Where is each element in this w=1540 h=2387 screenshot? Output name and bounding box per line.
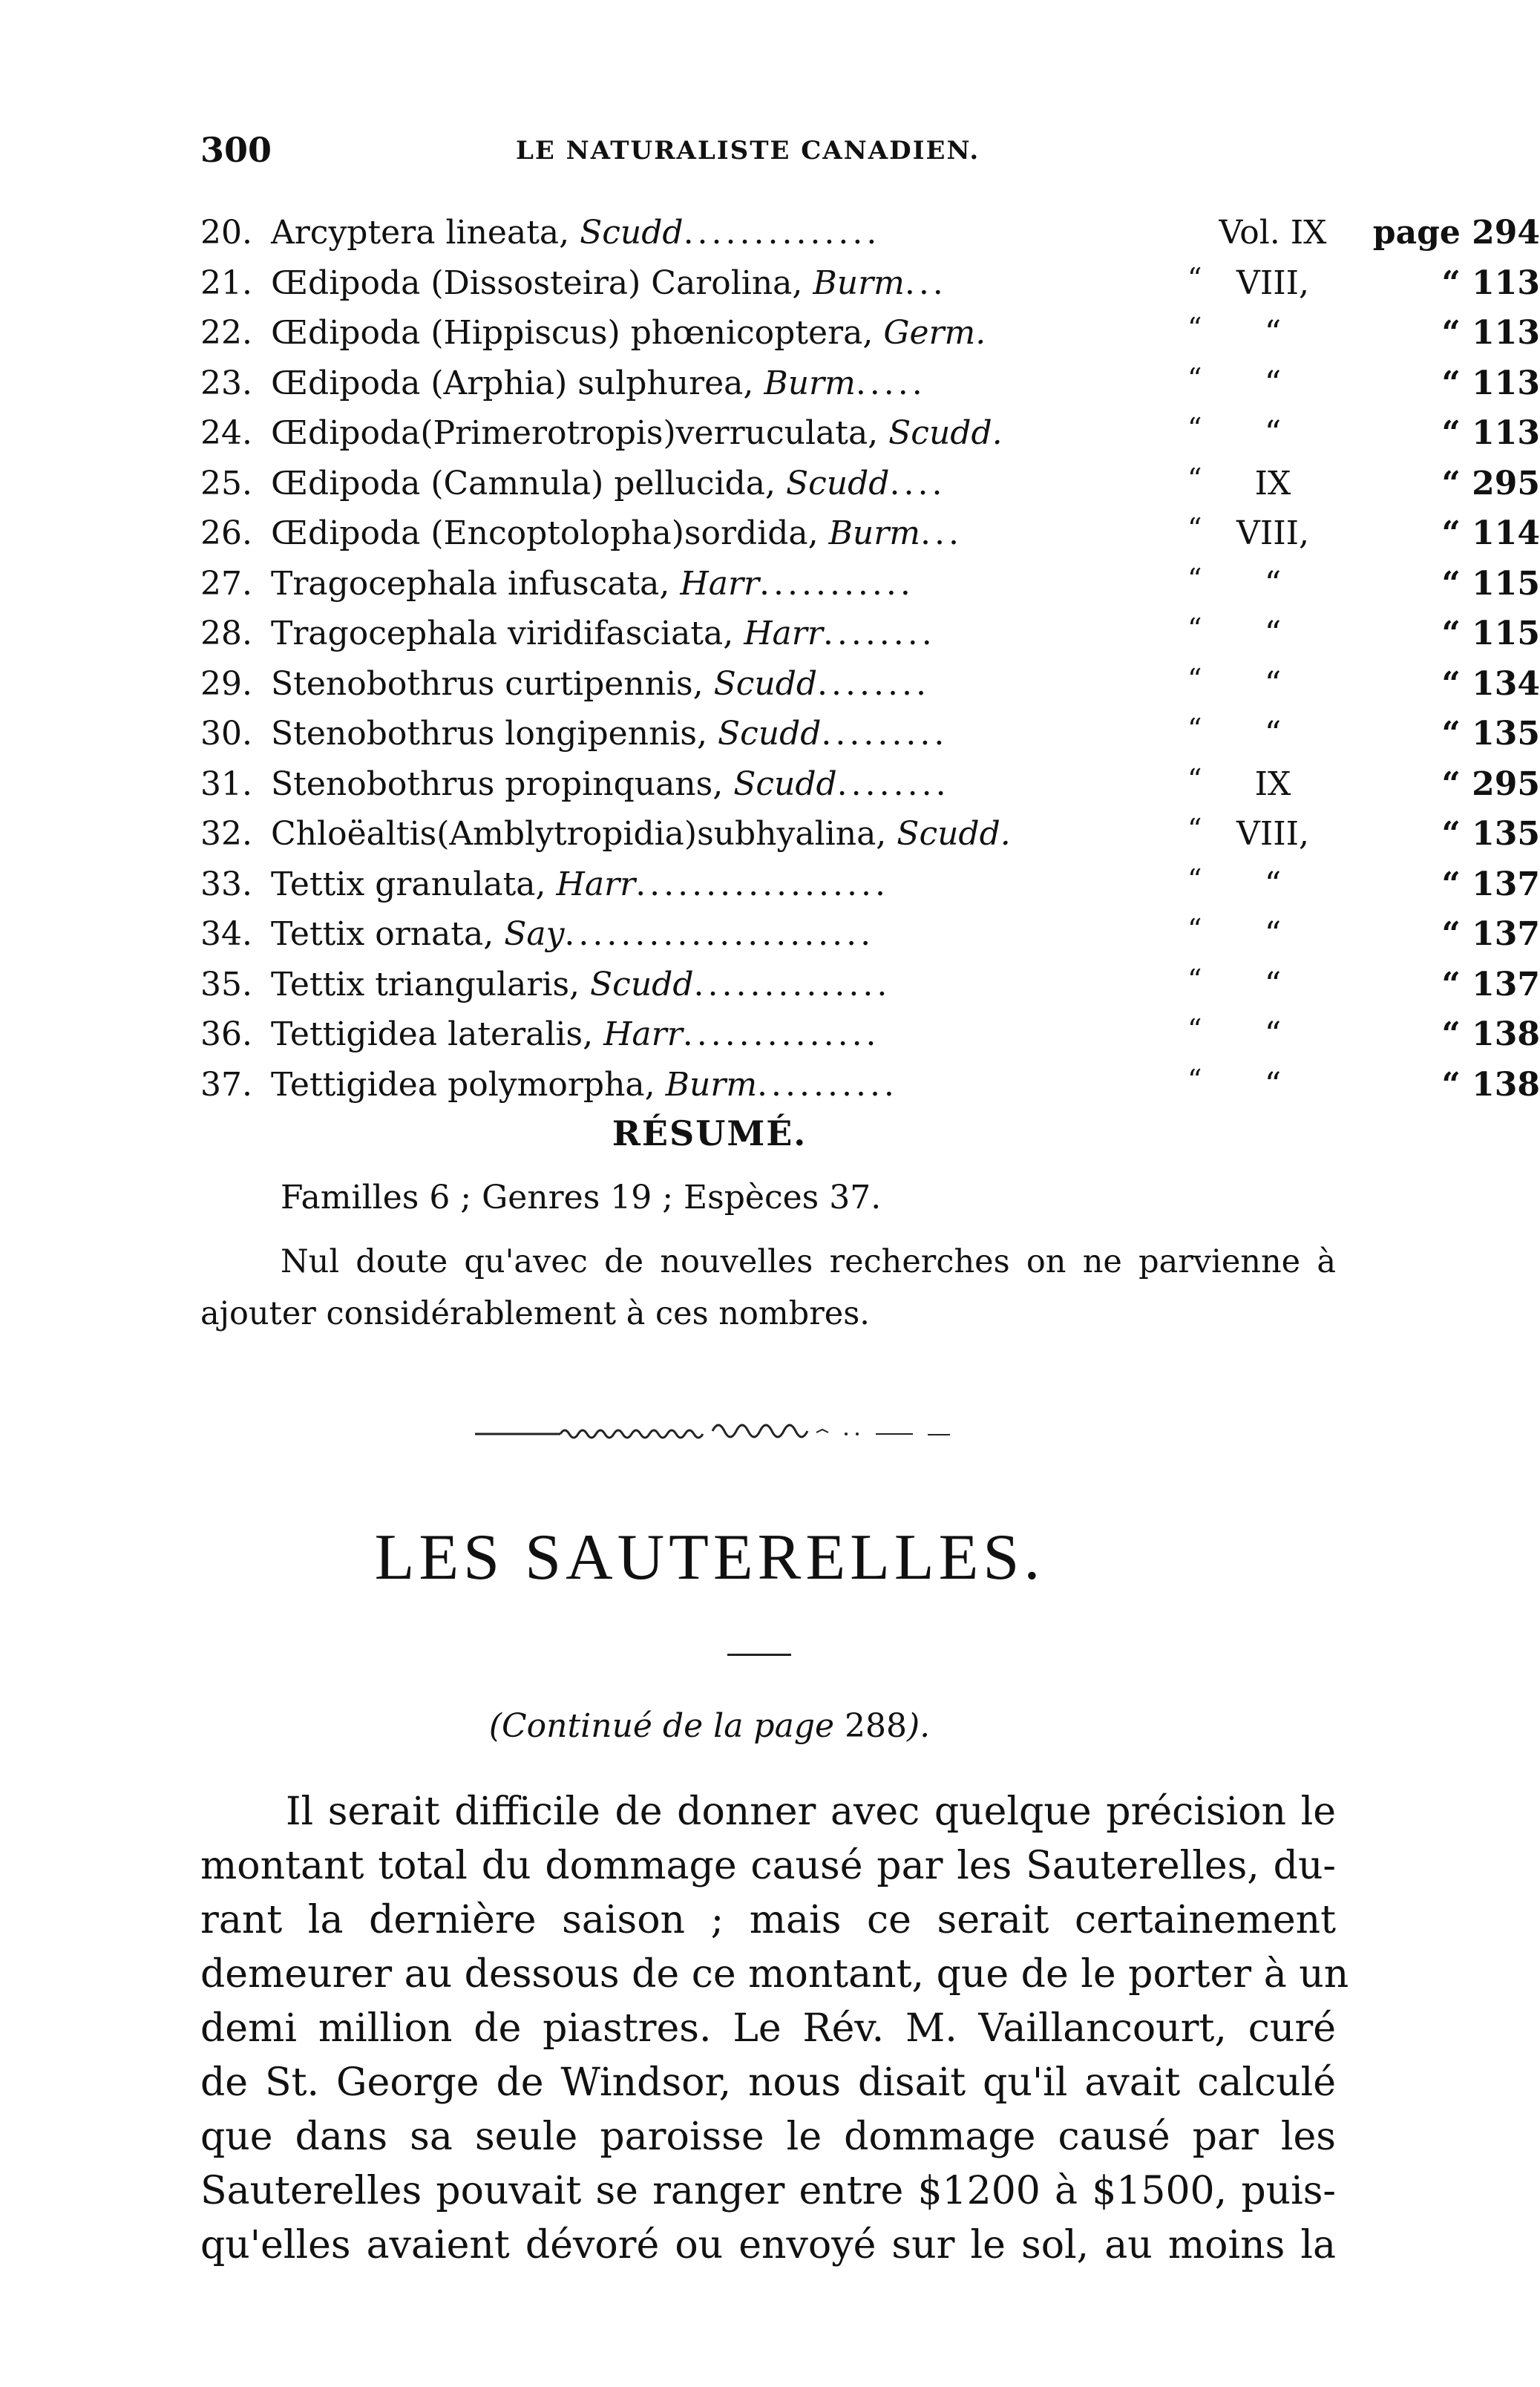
ditto-mark: “ [1187,512,1202,545]
species-number: 37. [200,1065,252,1104]
ditto-mark: “ [1187,963,1202,996]
species-label: Tettix ornata, [271,915,505,953]
resume-note-line: ajouter considérablement à ces nombres. [200,1295,870,1332]
page-ref: page 294 [1372,214,1540,252]
species-author: Scudd [590,965,694,1003]
volume-ref: Vol. IX [1219,214,1327,252]
journal-title: LE NATURALISTE CANADIEN. [516,136,980,166]
species-name [271,358,1158,409]
page-ref: “ 137 [1441,915,1540,953]
page-ref: “ 114 [1441,514,1540,552]
page-ref: “ 113 [1441,263,1540,302]
volume-ref: “ [1264,915,1282,953]
species-number: 34. [200,915,252,953]
article-paragraph [200,1785,1349,2273]
page-ref: “ 115 [1441,615,1540,652]
running-head [200,130,1336,182]
paragraph-line: qu'elles avaient dévoré ou envoyé sur le sol, au moins la [200,2223,1336,2268]
species-label: Chloëaltis(Amblytropidia)subhyalina, [271,815,897,853]
species-name [271,709,1158,759]
species-number: 21. [200,263,252,302]
dot-leader: .......... [757,1065,898,1104]
section-divider-ornament [475,1410,1039,1455]
species-number: 29. [200,664,252,703]
species-row [200,960,1540,1010]
species-row [200,759,1540,810]
dot-leader: ...................... [564,915,875,953]
species-row [200,408,1540,459]
species-label: Tragocephala infuscata, [271,564,681,603]
dot-leader: ..... [855,364,926,402]
paragraph-line: de St. George de Windsor, nous disait qu'il avait calculé [200,2060,1336,2105]
species-name [271,308,1158,358]
volume-ref: VIII, [1236,514,1309,552]
ditto-mark: “ [1187,361,1202,395]
volume-ref: IX [1254,464,1291,502]
species-author: Scudd. [897,815,1011,853]
species-name [271,459,1158,509]
paragraph-line: Il serait difficile de donner avec quelque précision le [286,1790,1336,1834]
species-row [200,1009,1540,1060]
species-author: Burm [764,364,856,402]
species-author: Scudd [786,464,890,502]
species-number: 35. [200,965,252,1003]
species-row [200,308,1540,358]
species-row [200,609,1540,659]
species-name [271,759,1158,810]
species-author: Scudd [717,715,822,753]
paragraph-line: que dans sa seule paroisse le dommage causé par les [200,2115,1336,2159]
species-name [271,1060,1158,1110]
species-number: 22. [200,314,252,352]
page-ref: “ 115 [1441,564,1540,603]
ditto-mark: “ [1187,762,1202,796]
species-author: Harr [556,865,636,903]
ditto-mark: “ [1187,913,1202,946]
dot-leader: .............. [693,965,891,1003]
species-label: Œdipoda (Arphia) sulphurea, [271,364,764,402]
species-label: Tragocephala viridifasciata, [271,615,744,652]
species-label: Stenobothrus curtipennis, [271,664,714,703]
species-label: Œdipoda (Camnula) pellucida, [271,464,787,502]
paragraph-line: montant total du dommage causé par les Sauterelles, du- [200,1844,1336,1888]
species-number: 27. [200,564,252,603]
ditto-mark: “ [1187,1013,1202,1046]
species-row [200,1060,1540,1110]
page-ref: “ 137 [1441,865,1540,903]
species-author: Germ. [883,314,986,352]
ditto-mark: “ [1187,412,1202,445]
volume-ref: “ [1264,314,1282,352]
species-name [271,559,1158,609]
volume-ref: “ [1264,664,1282,703]
dot-leader: .................. [635,865,889,903]
page-ref: “ 295 [1441,464,1540,502]
species-author: Scudd [580,214,684,252]
page-ref: “ 138 [1441,1015,1540,1053]
species-name [271,609,1158,659]
ditto-mark: “ [1187,612,1202,645]
dot-leader: ........ [817,664,930,703]
species-number: 24. [200,414,252,452]
page-ref: “ 113 [1441,314,1540,352]
species-number: 31. [200,764,252,803]
species-author: Scudd [713,664,818,703]
volume-ref: “ [1264,715,1282,753]
dot-leader: ........ [836,764,950,803]
species-list [200,208,1540,1110]
dot-leader: ........ [822,615,936,652]
resume-note [200,1236,1336,1340]
species-number: 20. [200,214,252,252]
paragraph-line: Sauterelles pouvait se ranger entre $1200 à $1500, puis- [200,2169,1336,2213]
dot-leader: ........... [759,564,914,603]
species-label: Arcyptera lineata, [271,214,580,252]
species-name [271,508,1158,559]
species-row [200,909,1540,960]
species-author: Harr [680,564,760,603]
page-ref: “ 137 [1441,965,1540,1003]
species-label: Stenobothrus propinquans, [271,764,734,803]
species-label: Tettix triangularis, [271,965,591,1003]
dot-leader: ... [904,263,947,302]
species-author: Say [504,915,565,953]
species-name [271,208,1158,258]
species-number: 30. [200,715,252,753]
ditto-mark: “ [1187,662,1202,695]
dot-leader: .............. [683,214,881,252]
title-rule [727,1654,791,1656]
paragraph-line: demi million de piastres. Le Rév. M. Vaillancourt, curé [200,2006,1336,2051]
species-author: Scudd. [888,414,1003,452]
volume-ref: “ [1264,615,1282,652]
species-label: Tettix granulata, [271,865,557,903]
species-author: Burm [828,514,921,552]
species-row [200,709,1540,759]
species-row [200,459,1540,509]
ditto-mark: “ [1187,562,1202,595]
species-name [271,859,1158,910]
page-ref: “ 135 [1441,815,1540,853]
species-row [200,208,1540,258]
page-ref: “ 135 [1441,715,1540,753]
species-number: 23. [200,364,252,402]
species-author: Scudd [733,764,837,803]
dot-leader: ... [920,514,963,552]
species-row [200,358,1540,409]
continued-suffix: ). [907,1707,931,1745]
volume-ref: “ [1264,1065,1282,1104]
species-name [271,258,1158,309]
ditto-mark: “ [1187,1063,1202,1096]
species-name [271,909,1158,960]
volume-ref: VIII, [1236,263,1309,302]
ditto-mark: “ [1187,813,1202,845]
species-row [200,258,1540,309]
species-row [200,859,1540,910]
dot-leader: ......... [821,715,948,753]
species-label: Stenobothrus longipennis, [271,715,718,753]
paragraph-line: rant la dernière saison ; mais ce serait certainement [200,1898,1336,1942]
ditto-mark: “ [1187,312,1202,344]
volume-ref: “ [1264,414,1282,452]
volume-ref: “ [1264,564,1282,603]
resume-counts: Familles 6 ; Genres 19 ; Espèces 37. [281,1179,882,1217]
article-title: LES SAUTERELLES. [374,1522,1045,1594]
species-name [271,1009,1158,1060]
species-number: 36. [200,1015,252,1053]
species-number: 28. [200,615,252,652]
page-number: 300 [200,130,272,170]
page-ref: “ 113 [1441,364,1540,402]
species-row [200,809,1540,859]
dot-leader: .............. [682,1015,880,1053]
species-row [200,559,1540,609]
volume-ref: IX [1254,764,1291,803]
species-label: Œdipoda (Hippiscus) phœnicoptera, [271,314,884,352]
page-ref: “ 295 [1441,764,1540,803]
page-ref: “ 138 [1441,1065,1540,1104]
resume-title: RÉSUMÉ. [612,1113,807,1153]
resume-note-line: Nul doute qu'avec de nouvelles recherches on ne parvienne à [281,1243,1336,1280]
continued-page: 288 [845,1707,907,1745]
species-name [271,408,1158,459]
species-label: Œdipoda(Primerotropis)verruculata, [271,414,889,452]
species-author: Burm [813,263,905,302]
species-name [271,960,1158,1010]
paragraph-line: demeurer au dessous de ce montant, que de le porter à un [200,1952,1349,1997]
page-ref: “ 134 [1441,664,1540,703]
species-name [271,809,1158,859]
volume-ref: “ [1264,865,1282,903]
continued-note [0,1707,1419,1745]
ditto-mark: “ [1187,261,1202,295]
dot-leader: .... [889,464,946,502]
species-author: Harr [744,615,823,652]
species-author: Burm [665,1065,758,1104]
volume-ref: “ [1264,1015,1282,1053]
species-number: 25. [200,464,252,502]
species-label: Tettigidea polymorpha, [271,1065,666,1104]
species-label: Œdipoda (Encoptolopha)sordida, [271,514,829,552]
species-number: 33. [200,865,252,903]
species-label: Tettigidea lateralis, [271,1015,604,1053]
ditto-mark: “ [1187,713,1202,745]
species-author: Harr [603,1015,683,1053]
ditto-mark: “ [1187,462,1202,495]
species-number: 32. [200,815,252,853]
species-number: 26. [200,514,252,552]
volume-ref: “ [1264,364,1282,402]
species-row [200,508,1540,559]
ditto-mark: “ [1187,862,1202,896]
species-row [200,659,1540,710]
volume-ref: “ [1264,965,1282,1003]
page-ref: “ 113 [1441,414,1540,452]
species-label: Œdipoda (Dissosteira) Carolina, [271,263,813,302]
volume-ref: VIII, [1236,815,1309,853]
species-name [271,659,1158,710]
continued-prefix: (Continué de la page [488,1707,845,1745]
